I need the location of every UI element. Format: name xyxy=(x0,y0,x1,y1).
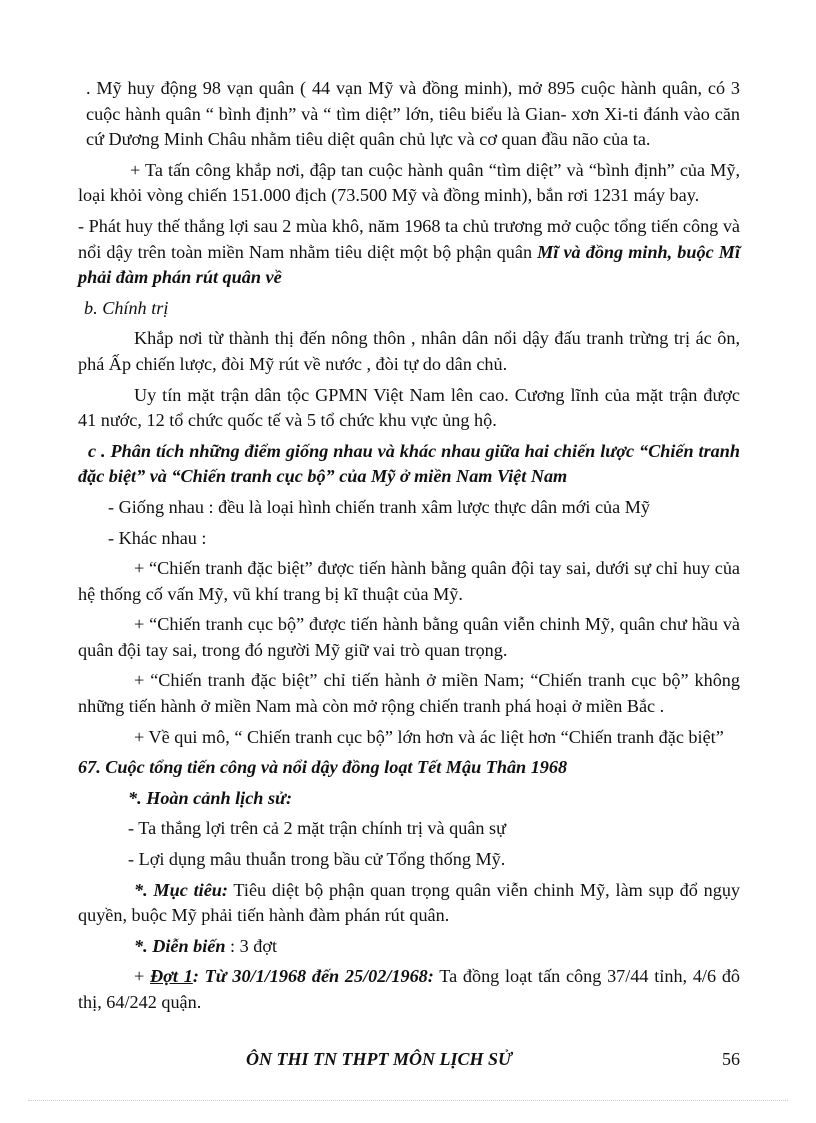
goal-label: *. Mục tiêu: xyxy=(134,879,228,900)
plan-text: - Phát huy thế thắng lợi sau 2 mùa khô, năm 1968 ta chủ trương mở cuộc tổng tiến công và nổi dậy trên toàn miền Nam nhằm tiêu diệt một bộ phận quân xyxy=(78,215,740,262)
paragraph-1968-plan xyxy=(78,214,740,291)
development-text: : 3 đợt xyxy=(225,935,278,956)
phase-1-dates: : Từ 30/1/1968 đến 25/02/1968: xyxy=(192,966,434,987)
comparison-difference-label: - Khác nhau : xyxy=(108,527,207,548)
heading-b-politics: b. Chính trị xyxy=(84,297,169,318)
footer-title: ÔN THI TN THPT MÔN LỊCH SỬ xyxy=(246,1049,512,1069)
development-paragraph xyxy=(78,934,740,960)
context-item-2: - Lợi dụng mâu thuẫn trong bầu cử Tổng thống Mỹ. xyxy=(128,849,506,870)
bottom-dotted-rule xyxy=(28,1100,788,1101)
context-item-1: - Ta thắng lợi trên cả 2 mặt trận chính trị và quân sự xyxy=(128,818,506,839)
heading-c-comparison: c . Phân tích những điểm giống nhau và khác nhau giữa hai chiến lược “Chiến tranh đặc biệt” và “Chiến tranh cục bộ” của Mỹ ở miền Nam Việt Nam xyxy=(78,440,740,487)
section-67-heading: 67. Cuộc tổng tiến công và nổi dậy đồng loạt Tết Mậu Thân 1968 xyxy=(78,757,568,778)
difference-item-2: + “Chiến tranh cục bộ” được tiến hành bằng quân viễn chinh Mỹ, quân chư hầu và quân đội tay sai, trong đó người Mỹ giữ vai trò quan trọng. xyxy=(78,614,740,660)
phase-1-paragraph xyxy=(78,964,740,1015)
phase-1-label: Đợt 1 xyxy=(150,966,193,987)
page-body xyxy=(78,76,740,1021)
historical-context-label: *. Hoàn cảnh lịch sử: xyxy=(128,787,292,808)
paragraph-counterattack: + Ta tấn công khắp nơi, đập tan cuộc hành quân “tìm diệt” và “bình định” của Mỹ, loại khỏi vòng chiến 151.000 địch (73.500 Mỹ và đồng minh), bắn rơi 1231 máy bay. xyxy=(78,159,740,206)
difference-item-4: + Về qui mô, “ Chiến tranh cục bộ” lớn hơn và ác liệt hơn “Chiến tranh đặc biệt” xyxy=(134,726,724,747)
comparison-similarity: - Giống nhau : đều là loại hình chiến tranh xâm lược thực dân mới của Mỹ xyxy=(108,496,651,517)
difference-item-3: + “Chiến tranh đặc biệt” chỉ tiến hành ở miền Nam; “Chiến tranh cục bộ” không những tiến hành ở miền Nam mà còn mở rộng chiến tranh phá hoại ở miền Bắc . xyxy=(78,670,740,717)
goal-paragraph xyxy=(78,878,740,929)
difference-item-1: + “Chiến tranh đặc biệt” được tiến hành bằng quân đội tay sai, dưới sự chỉ huy của hệ thống cố vấn Mỹ, vũ khí trang bị kĩ thuật của Mỹ. xyxy=(78,558,740,604)
plan-emphasis: Mĩ và đồng minh, buộc Mĩ phải đàm phán rút quân về xyxy=(78,241,740,288)
page-footer xyxy=(78,1049,740,1075)
development-label: *. Diễn biến xyxy=(134,935,226,956)
paragraph-front-prestige: Uy tín mặt trận dân tộc GPMN Việt Nam lên cao. Cương lĩnh của mặt trận được 41 nước, 12 tổ chức quốc tế và 5 tổ chức khu vực ủng hộ. xyxy=(78,384,740,431)
phase-1-text: Ta đồng loạt tấn công 37/44 tỉnh, 4/6 đô thị, 64/242 quận. xyxy=(78,966,741,1012)
page-number: 56 xyxy=(722,1049,740,1069)
phase-plus: + xyxy=(134,966,151,987)
paragraph-uprising: Khắp nơi từ thành thị đến nông thôn , nhân dân nổi dậy đấu tranh trừng trị ác ôn, phá Ấp chiến lược, đòi Mỹ rút về nước , đòi tự do dân chủ. xyxy=(78,328,740,374)
goal-text: Tiêu diệt bộ phận quan trọng quân viễn chinh Mỹ, làm sụp đổ ngụy quyền, buộc Mỹ phải tiến hành đàm phán rút quân. xyxy=(78,879,741,926)
paragraph-us-forces: . Mỹ huy động 98 vạn quân ( 44 vạn Mỹ và đồng minh), mở 895 cuộc hành quân, có 3 cuộc hành quân “ bình định” và “ tìm diệt” lớn, tiêu biểu là Gian- xơn Xi-ti đánh vào căn cứ Dương Minh Châu nhằm tiêu diệt quân chủ lực và cơ quan đầu não của ta. xyxy=(86,78,740,150)
